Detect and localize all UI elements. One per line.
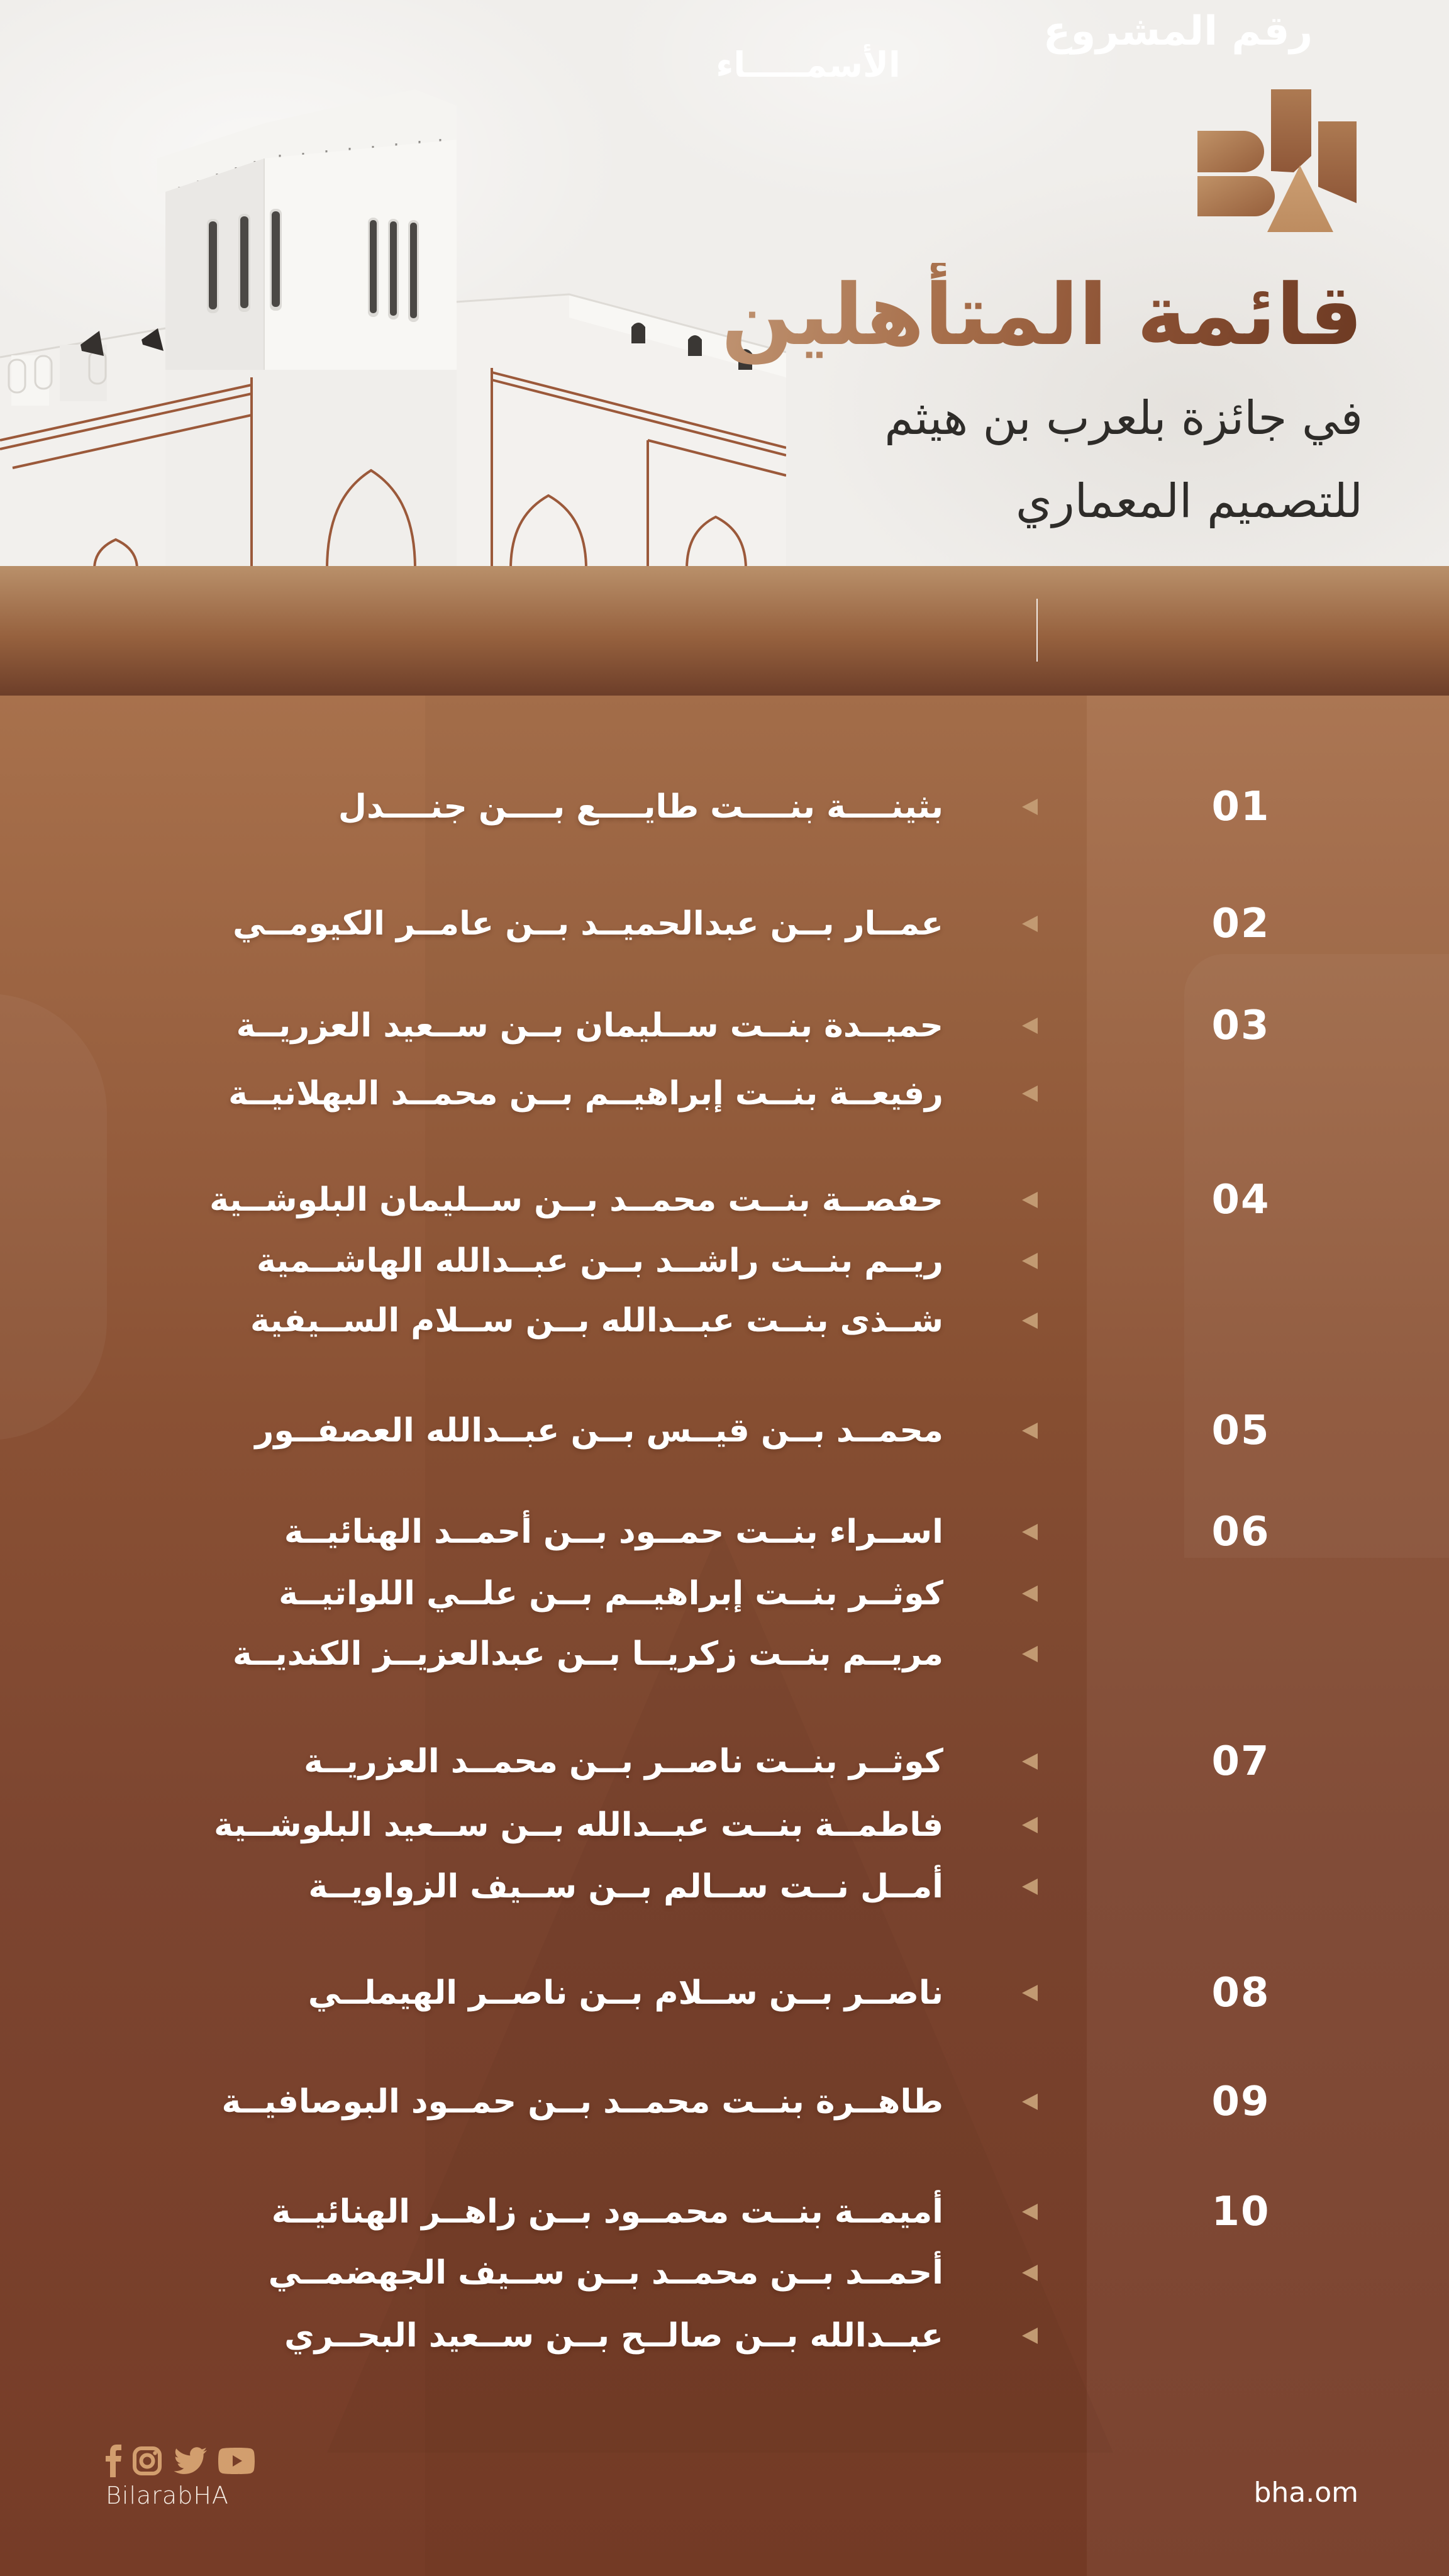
project-number: 06 bbox=[1211, 1509, 1270, 1555]
qualifier-name: حميــدة بنــت ســليمان بــن ســعيد العزريــة bbox=[236, 1007, 943, 1045]
page-subtitle-line2: للتصميم المعماري bbox=[1015, 474, 1363, 528]
bullet-icon bbox=[1022, 1985, 1038, 2001]
project-number: 03 bbox=[1211, 1002, 1270, 1049]
bullet-icon bbox=[1022, 1524, 1038, 1540]
bullet-icon bbox=[1022, 916, 1038, 932]
project-number: 01 bbox=[1211, 784, 1270, 830]
project-number: 09 bbox=[1211, 2079, 1270, 2125]
qualifier-name: اســراء بنــت حمــود بــن أحمــد الهنائيــة bbox=[284, 1513, 943, 1551]
qualifier-name: كوثــر بنــت ناصــر بــن محمــد العزريــة bbox=[304, 1743, 943, 1780]
qualifier-name: ناصــر بــن ســلام بــن ناصــر الهيملــي bbox=[308, 1974, 943, 2012]
bullet-icon bbox=[1022, 2265, 1038, 2281]
column-separator bbox=[1036, 599, 1038, 662]
qualifier-name: أميمــة بنــت محمــود بــن زاهــر الهنائيــة bbox=[271, 2193, 943, 2231]
qualifier-name: ريــم بنــت راشــد بــن عبــدالله الهاشــمية bbox=[257, 1242, 943, 1280]
youtube-icon[interactable] bbox=[218, 2448, 255, 2474]
page-subtitle-line1: في جائزة بلعرب بن هيثم bbox=[884, 391, 1363, 445]
page-title: قائمة المتأهلين bbox=[721, 263, 1363, 369]
project-number: 05 bbox=[1211, 1407, 1270, 1454]
bullet-icon bbox=[1022, 1879, 1038, 1895]
bullet-icon bbox=[1022, 2328, 1038, 2344]
bullet-icon bbox=[1022, 1646, 1038, 1662]
building-illustration bbox=[0, 38, 786, 569]
bullet-icon bbox=[1022, 1018, 1038, 1034]
qualifier-name: محمــد بــن قيــس بــن عبــدالله العصفــور bbox=[255, 1412, 943, 1450]
table-header bbox=[0, 566, 1449, 696]
project-number: 08 bbox=[1211, 1970, 1270, 2016]
bullet-icon bbox=[1022, 1192, 1038, 1208]
qualifier-name: بثينــــة بنــــت طايــــع بــــن جنــــدل bbox=[338, 788, 943, 826]
qualifier-name: عبــدالله بــن صالــح بــن ســعيد البحــري bbox=[284, 2317, 943, 2355]
column-header-names: الأسمـــــاء bbox=[716, 45, 901, 85]
bullet-icon bbox=[1022, 1753, 1038, 1770]
qualifier-name: حفصــة بنــت محمــد بــن ســليمان البلوشــية bbox=[209, 1181, 943, 1219]
social-handle: BilarabHA bbox=[106, 2482, 229, 2509]
website-url[interactable]: bha.om bbox=[1253, 2477, 1358, 2509]
bullet-icon bbox=[1022, 1313, 1038, 1329]
qualifier-name: أمــل نــت ســالم بــن ســيف الزواويــة bbox=[308, 1868, 943, 1906]
bullet-icon bbox=[1022, 1817, 1038, 1833]
qualifier-name: عمــار بــن عبدالحميــد بــن عامــر الكيومــي bbox=[233, 905, 943, 943]
bullet-icon bbox=[1022, 2204, 1038, 2220]
column-header-project-number: رقم المشروع bbox=[1043, 8, 1313, 55]
qualifier-name: طاهــرة بنــت محمــد بــن حمــود البوصافيــة bbox=[221, 2083, 943, 2121]
project-number: 07 bbox=[1211, 1738, 1270, 1785]
qualifier-name: فاطمــة بنــت عبــدالله بــن ســعيد البلوشــية bbox=[214, 1806, 943, 1844]
qualifier-name: مريــم بنــت زكريــا بــن عبدالعزيــز الكنديــة bbox=[233, 1635, 943, 1673]
bha-logo-icon bbox=[1197, 89, 1357, 232]
bullet-icon bbox=[1022, 2094, 1038, 2110]
instagram-icon[interactable] bbox=[133, 2446, 162, 2475]
bullet-icon bbox=[1022, 1253, 1038, 1269]
qualifier-name: كوثــر بنــت إبراهيــم بــن علــي اللواتيــة bbox=[279, 1575, 943, 1613]
project-number: 10 bbox=[1211, 2189, 1270, 2235]
qualifier-name: رفيعــة بنــت إبراهيــم بــن محمــد البهلانيــة bbox=[228, 1075, 943, 1113]
bullet-icon bbox=[1022, 1423, 1038, 1439]
bullet-icon bbox=[1022, 1585, 1038, 1602]
facebook-icon[interactable] bbox=[106, 2444, 122, 2478]
project-number: 02 bbox=[1211, 901, 1270, 947]
social-icons bbox=[106, 2444, 255, 2478]
project-number: 04 bbox=[1211, 1177, 1270, 1223]
bullet-icon bbox=[1022, 1085, 1038, 1102]
twitter-icon[interactable] bbox=[172, 2446, 208, 2475]
qualifier-name: أحمــد بــن محمــد بــن ســيف الجهضمــي bbox=[268, 2254, 943, 2292]
qualifier-name: شــذى بنــت عبــدالله بــن ســلام الســيفية bbox=[250, 1302, 943, 1340]
bullet-icon bbox=[1022, 799, 1038, 815]
